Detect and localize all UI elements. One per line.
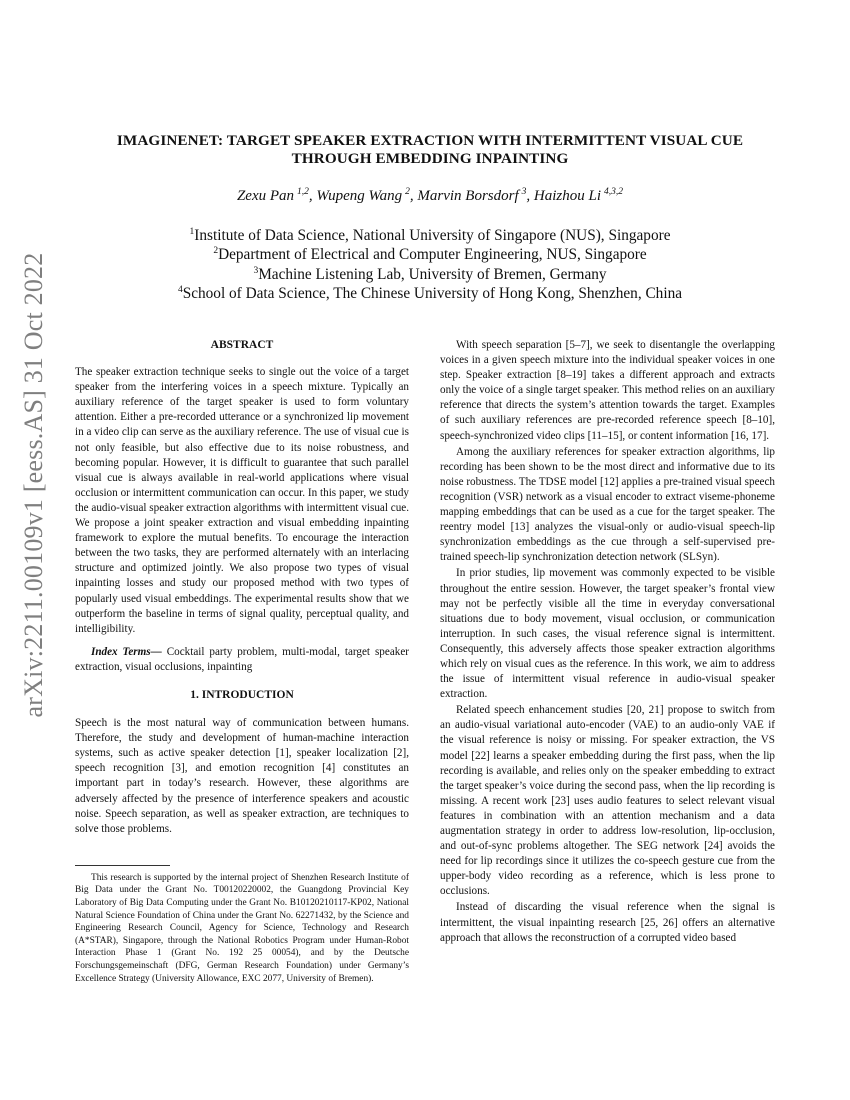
- author-separator: ,: [308, 188, 317, 204]
- abstract-text: The speaker extraction technique seeks to single out the voice of a target speaker from the interfering voices in a speech mixture. Typically an auxiliary reference of the target speaker is used to form voluntary attention. Either a pre-recorded utterance or a synchronized lip movement in a video clip can serve as the auxiliary reference. The use of visual cue is not only feasible, but also effective due to its noise robustness, and becoming popular. However, it is difficult to guarantee that such parallel visual cue is always available in real-world applications where visual occlusion or intermittent communication can occur. In this paper, we study the audio-visual speaker extraction algorithms with intermittent visual cue. We propose a joint speaker extraction and visual embedding inpainting framework to explore the mutual benefits. To encourage the interaction between the two tasks, they are performed alternately with an interlacing structure and optimized jointly. We also propose two types of visual inpainting losses and study our proposed method with two types of popularly used visual embeddings. The experimental results show that we outperform the baseline in terms of signal quality, perceptual quality, and intelligibility.: [75, 366, 409, 635]
- body-paragraph: Among the auxiliary references for speaker extraction algorithms, lip recording has been shown to be the most direct and informative due to its noise robustness. The TDSE model [12] applies a pre-trained visual speech recognition (VSR) network as a visual encoder to extract viseme-phoneme mapping embeddings that can be used as a cue for the target speaker. The reentry model [13] analyzes the visual-only or audio-visual speech-lip synchronization embeddings as the cue through a self-supervised pre-trained speech-lip synchronization detection network (SLSyn).: [440, 445, 775, 564]
- affiliation: [80, 265, 780, 284]
- author-list: [80, 188, 780, 205]
- footnote-rule: [75, 865, 170, 866]
- affiliation-text: School of Data Science, The Chinese University of Hong Kong, Shenzhen, China: [182, 285, 683, 303]
- intro-paragraph: Speech is the most natural way of communication between humans. Therefore, the study and development of human-machine interaction systems, such as active speaker detection [1], speaker localization [2], speech recognition [3], and emotion recognition [4] constitutes an important part in today’s research. However, these algorithms are adversely affected by the presence of interference speakers and acoustic noise. Speech separation, as well as speaker extraction, are techniques to solve those problems.: [75, 717, 409, 835]
- author-affil-mark: 1,2: [297, 187, 309, 197]
- affiliation-list: [80, 226, 780, 304]
- title-line-2: THROUGH EMBEDDING INPAINTING: [291, 150, 569, 167]
- index-terms-text: Cocktail party problem, multi-modal, target speaker extraction, visual occlusions, inpainting: [75, 645, 409, 673]
- affiliation: [80, 226, 780, 245]
- intro-heading: 1. INTRODUCTION: [190, 688, 294, 701]
- title-line-1: IMAGINENET: TARGET SPEAKER EXTRACTION WITH INTERMITTENT VISUAL CUE: [116, 132, 744, 149]
- index-terms: [75, 645, 409, 675]
- author-name: Marvin Borsdorf: [417, 188, 519, 204]
- author-affil-mark: 2: [405, 187, 410, 197]
- author-affil-mark: 3: [521, 187, 527, 197]
- footnote: This research is supported by the internal project of Shenzhen Research Institute of Big Data under the Grant No. T00120220002, the Guangdong Provincial Key Laboratory of Big Data Computing under the Grant No. B10120210117-KP02, National Natural Science Foundation of China under the Grant No. 62271432, by the Science and Engineering Research Council, Agency for Science, Technology and Research (A*STAR), Singapore, through the National Robotics Program under Human-Robot Interaction Phase 1 (Grant No. 192 25 00054), and by the Deutsche Forschungsgemeinschaft (DFG, German Research Foundation) under Germany’s Excellence Strategy (University Allowance, EXC 2077, University of Bremen).: [75, 872, 409, 984]
- author-name: Wupeng Wang: [316, 188, 403, 204]
- affiliation-text: Institute of Data Science, National University of Singapore (NUS), Singapore: [194, 227, 671, 244]
- author-name: Haizhou Li: [533, 188, 602, 204]
- body-paragraph: With speech separation [5–7], we seek to disentangle the overlapping voices in a given speech mixture into the individual speaker voices in one step. Speaker extraction [8–19] takes a different approach and extracts only the voice of a single target speaker. This method relies on an auxiliary reference that directs the system’s attention towards the target. Examples of such auxiliary references are pre-recorded reference speech [8–10], speech-synchronized video clips [11–15], or content information [16, 17].: [440, 339, 775, 442]
- paper-title: [80, 132, 780, 168]
- affiliation: [80, 284, 780, 303]
- affiliation: [80, 245, 780, 264]
- affiliation-mark: 1: [189, 226, 195, 237]
- body-paragraph: In prior studies, lip movement was commonly expected to be visible throughout the entire session. However, the target speaker’s frontal view may not be perfectly visible all the time in everyday conversational situations due to body movement, visual occlusion, or communication interruption. In such cases, the visual reference signal is intermittent. Consequently, this adversely affects those speaker extraction algorithms which rely on visual cues as the reference. In this work, we aim to address the issue of intermittent visual reference in audio-visual speaker extraction.: [440, 567, 775, 701]
- left-column: [75, 338, 409, 985]
- index-terms-label: Index Terms—: [91, 645, 162, 658]
- author-separator: ,: [526, 188, 534, 204]
- author-affil-mark: 4,3,2: [604, 187, 624, 197]
- affiliation-mark: 4: [177, 285, 183, 296]
- author-separator: ,: [409, 188, 418, 204]
- affiliation-mark: 3: [253, 265, 259, 276]
- right-column: [440, 338, 775, 946]
- abstract-heading: ABSTRACT: [210, 339, 274, 351]
- affiliation-mark: 2: [213, 246, 219, 257]
- body-paragraph: Related speech enhancement studies [20, 21] propose to switch from an audio-visual variational auto-encoder (VAE) to an audio-only VAE if the visual reference is noisy or missing. For speaker extraction, the VS model [22] learns a speaker embedding during the first pass, when the lip recording is available, and relies only on the speaker embedding to extract the target speaker’s voice during the second pass, when the lip recording is missing. A recent work [23] uses audio features to select relevant visual features in combination with an attention mechanism and a data augmentation strategy in order to address low-resolution, lip-occlusion, and out-of-sync problems altogether. The SEG network [24] avoids the need for lip recordings since it utilizes the co-speech gesture cue from the upper-body video recording as a reference, which is less prone to occlusions.: [440, 704, 775, 898]
- author-name: Zexu Pan: [236, 188, 295, 204]
- body-paragraph: Instead of discarding the visual reference when the signal is intermittent, the visual inpainting research [25, 26] offers an alternative approach that allows the reconstruction of a corrupted video based: [440, 901, 775, 944]
- affiliation-text: Machine Listening Lab, University of Bremen, Germany: [258, 265, 607, 283]
- affiliation-text: Department of Electrical and Computer Engineering, NUS, Singapore: [218, 246, 647, 264]
- arxiv-stamp: arXiv:2211.00109v1 [eess.AS] 31 Oct 2022: [19, 252, 48, 718]
